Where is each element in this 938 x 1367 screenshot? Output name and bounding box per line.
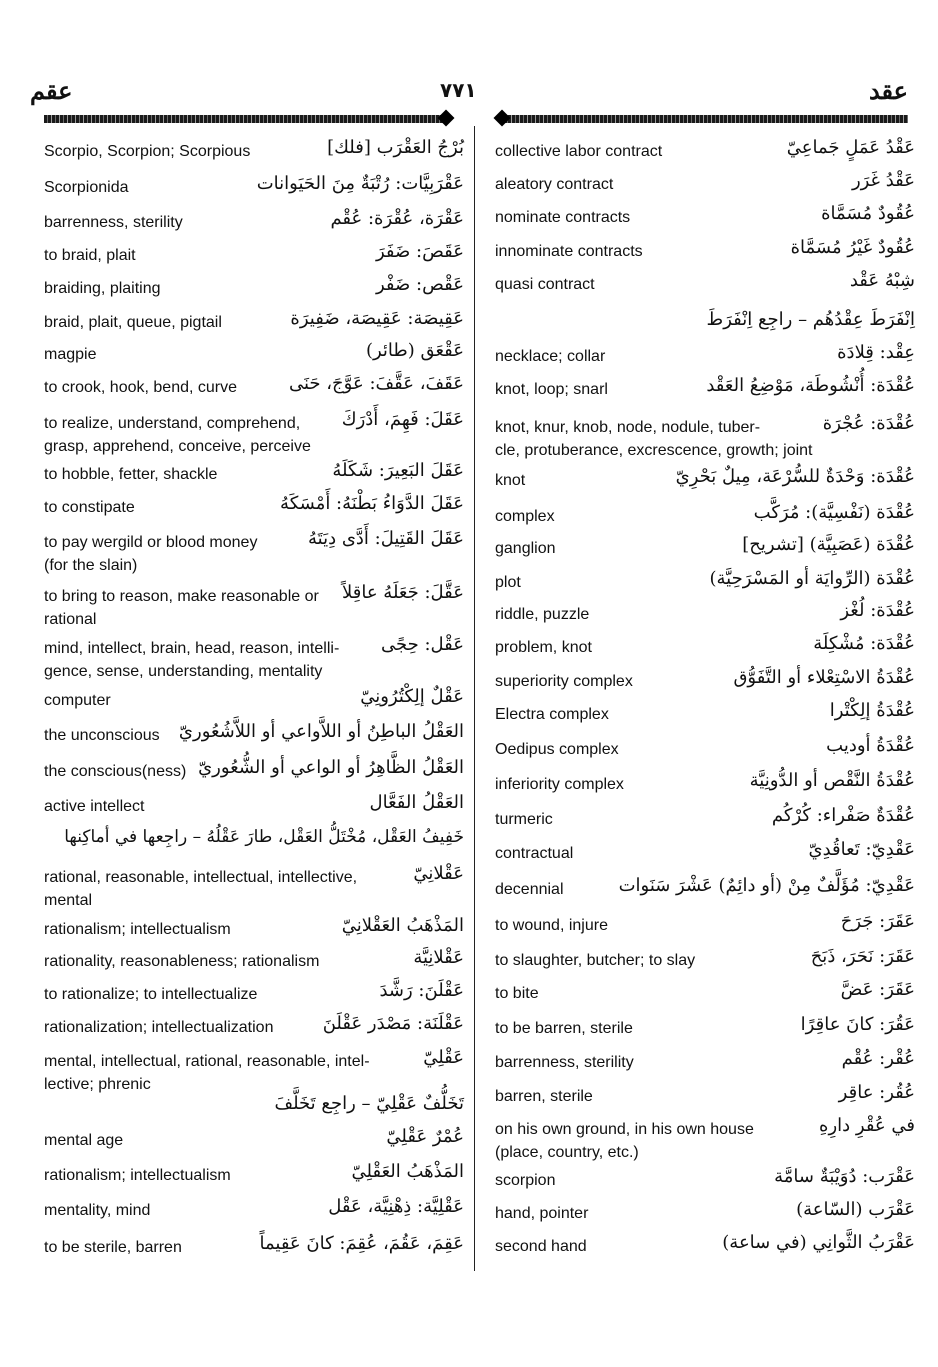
entry-english: to bite <box>495 985 539 1002</box>
entry-arabic: عُقُودٌ غَيْرُ مُسَمَّاة <box>787 236 915 259</box>
entry-arabic: عُقْر: عُقْم <box>838 1047 915 1070</box>
entry-english: barrenness, sterility <box>495 1054 634 1071</box>
entry-arabic: عَقُرَ: كانَ عاقِرًا <box>797 1013 915 1036</box>
entry-arabic: المَذْهَبُ العَقْلِيّ <box>348 1160 464 1183</box>
entry-arabic: عِقْد: قِلادَة <box>833 341 915 364</box>
entry-arabic: العَقْلُ الظَّاهِرُ أو الواعي أو الشُّعُوريّ <box>194 756 464 779</box>
entry-english: ganglion <box>495 540 556 557</box>
entry-english: to realize, understand, comprehend, grasp, apprehend, conceive, perceive <box>44 415 311 455</box>
entry-english: knot, knur, knob, node, nodule, tuber- cle, protuberance, excrescence, growth; joint <box>495 419 813 459</box>
column-divider <box>474 126 475 1271</box>
entry-english: computer <box>44 692 111 709</box>
entry-arabic: عَقْدُ غَرَر <box>848 169 915 192</box>
entry-arabic: عَقَرَ: جَرَحَ <box>837 910 915 933</box>
entry-arabic: عُقُر: عاقِر <box>835 1081 915 1104</box>
entry-arabic: عَقْلانِيّ <box>409 862 464 885</box>
entry-arabic: بُرْجُ العَقْرَب [فلك] <box>323 136 464 159</box>
entry-english: to hobble, fetter, shackle <box>44 466 218 483</box>
entry-english: Oedipus complex <box>495 741 619 758</box>
entry-english: to braid, plait <box>44 247 136 264</box>
entry-english: to crook, hook, bend, curve <box>44 379 237 396</box>
entry-english: to constipate <box>44 499 135 516</box>
entry-arabic: عَقْلِيّ <box>419 1046 464 1069</box>
page-number: ٧٧١ <box>440 78 477 102</box>
entry-arabic: عَقِمَ، عَقُمَ، عُقِمَ: كانَ عَقِيماً <box>256 1232 465 1255</box>
entry-english: nominate contracts <box>495 209 631 226</box>
entry-english: to be sterile, barren <box>44 1239 182 1256</box>
entry-arabic: عُقْدَة: وَحْدَةٌ للسُّرْعَة، مِيلٌ بَحْرِيّ <box>672 465 915 488</box>
entry-arabic: خَفِيفُ العَقْل، مُخْتَلُّ العَقْل، طارَ عَقْلُهُ – راجِعها في أماكِنها <box>60 826 464 849</box>
entry-arabic: عُقْدَة: أُنْشُوطَة، مَوْضِعُ العَقْد <box>702 374 915 397</box>
entry-english: Scorpio, Scorpion; Scorpious <box>44 143 251 160</box>
entry-english: aleatory contract <box>495 176 614 193</box>
entry-arabic: عَقْلِيَّة: ذِهْنِيَّة، عَقْل <box>324 1195 464 1218</box>
entry-english: barren, sterile <box>495 1088 593 1105</box>
entry-english: contractual <box>495 845 574 862</box>
entry-english: plot <box>495 574 521 591</box>
entry-english: rationality, reasonableness; rationalism <box>44 953 320 970</box>
entry-english: rationalism; intellectualism <box>44 921 231 938</box>
entry-english: necklace; collar <box>495 348 606 365</box>
entry-english: knot, loop; snarl <box>495 381 608 398</box>
entry-arabic: عَقْعَق (طائر) <box>362 339 464 362</box>
entry-arabic: عَقَرَ: عَضَّ <box>837 978 915 1001</box>
guide-word-right: عقد <box>868 76 908 105</box>
entry-english: to pay wergild or blood money (for the slain) <box>44 534 258 574</box>
entry-arabic: اِنْفَرَطَ عِقْدُهُم – راجِع اِنْفَرَطَ <box>703 308 915 331</box>
entry-arabic: عَقْدُ عَمَلٍ جَماعِيّ <box>783 136 915 159</box>
entry-arabic: عُقْدَة (الرِّوايَة أو المَسْرَحِيَّة) <box>706 567 916 590</box>
entry-arabic: عَقْرَبُ الثَّوانِي (في ساعة) <box>718 1231 915 1254</box>
entry-english: the conscious(ness) <box>44 763 187 780</box>
entry-english: barrenness, sterility <box>44 214 183 231</box>
entry-arabic: عُقْدَة: لُغْز <box>836 599 915 622</box>
entry-english: braid, plait, queue, pigtail <box>44 314 222 331</box>
entry-english: to be barren, sterile <box>495 1020 633 1037</box>
entry-arabic: العَقْلُ الباطِنُ أو اللاَّواعي أو اللاَّشُعُوريّ <box>175 720 464 743</box>
entry-english: second hand <box>495 1238 587 1255</box>
entry-arabic: عُقُودٌ مُسَمَّاة <box>817 202 915 225</box>
entry-english: hand, pointer <box>495 1205 589 1222</box>
entry-arabic: عَقَلَ البَعِيرَ: شَكَلَهُ <box>328 459 464 482</box>
entry-english: rational, reasonable, intellectual, intellective, mental <box>44 869 358 909</box>
entry-english: knot <box>495 472 526 489</box>
entry-english: rationalism; intellectualism <box>44 1167 231 1184</box>
guide-word-left: عقم <box>30 76 73 105</box>
entry-english: turmeric <box>495 811 553 828</box>
entry-arabic: عَقْلَنَ: رَشَّدَ <box>375 979 464 1002</box>
entry-arabic: العَقْلُ الفَعَّال <box>366 791 464 814</box>
entry-arabic: عُقْدَة (نَفْسِيَّة): مُرَكَّب <box>750 501 915 524</box>
entry-arabic: عُقْدَة (عَصَبِيَّة) [تشريح] <box>738 533 915 556</box>
entry-arabic: عَقَرَ: نَحَرَ، ذَبَحَ <box>807 945 915 968</box>
entry-arabic: عَقِيصَة: عَقِيصَة، ضَفِيرَة <box>286 307 464 330</box>
entry-arabic: عَقْل: حِجًى <box>377 633 464 656</box>
entry-english: Scorpionida <box>44 179 129 196</box>
entry-arabic: المَذْهَبُ العَقْلانِيّ <box>338 914 464 937</box>
entry-english: scorpion <box>495 1172 556 1189</box>
entry-arabic: عَقْرَب: دُوَيْبَةٌ سامَّة <box>770 1165 915 1188</box>
entry-arabic: عَقْلَنَة: مَصْدَر عَقْلَنَ <box>319 1012 464 1035</box>
right-column <box>495 0 915 1367</box>
entry-arabic: عُقْدَةٌ صَفْراء: كُرْكُم <box>768 804 915 827</box>
entry-arabic: عُقْدَةُ النَّقْص أو الدُّونِيَّة <box>746 769 915 792</box>
entry-english: quasi contract <box>495 276 595 293</box>
entry-english: collective labor contract <box>495 143 663 160</box>
entry-english: to slaughter, butcher; to slay <box>495 952 696 969</box>
entry-english: active intellect <box>44 798 145 815</box>
entry-english: mind, intellect, brain, head, reason, intelli- gence, sense, understanding, mentality <box>44 640 340 680</box>
entry-arabic: عَقْدِيّ: مُؤَلَّفٌ مِنْ (أو دائِمٌ) عَشْرَ سَنَوات <box>615 874 915 897</box>
entry-arabic: عَقْرَب (السّاعة) <box>792 1198 915 1221</box>
entry-arabic: عَقَلَ القَتِيلَ: أَدَّى دِيَتَهُ <box>304 527 464 550</box>
entry-english: to bring to reason, make reasonable or rational <box>44 588 319 628</box>
entry-english: rationalization; intellectualization <box>44 1019 274 1036</box>
entry-arabic: عُقْدَةُ إلِكْتْرا <box>826 699 915 722</box>
entry-arabic: عَقْرَة، عُقْرَة: عُقْم <box>326 207 464 230</box>
entry-arabic: عَقَصَ: ضَفَرَ <box>372 240 464 263</box>
left-column <box>44 0 464 1367</box>
entry-english: magpie <box>44 346 97 363</box>
entry-arabic: عُقْدَةُ أوديب <box>822 734 915 757</box>
entry-arabic: عَقَلَ: فَهِمَ، أَدْرَكَ <box>338 408 464 431</box>
entry-english: decennial <box>495 881 564 898</box>
entry-arabic: عُقْدَةُ الاسْتِعْلاء أو التَّفَوُّق <box>729 666 915 689</box>
entry-arabic: عَقَلَ الدَّوَاءُ بَطْنَهُ: أَمْسَكَهُ <box>276 492 464 515</box>
entry-english: inferiority complex <box>495 776 624 793</box>
entry-english: Electra complex <box>495 706 609 723</box>
entry-arabic: عَقْص: ضَفْر <box>372 273 464 296</box>
entry-arabic: في عُقْرِ دارِهِ <box>815 1114 915 1137</box>
entry-english: innominate contracts <box>495 243 643 260</box>
entry-arabic: عَقْرَبِيَّات: رُتْبَةٌ مِنَ الحَيَوانات <box>253 172 464 195</box>
entry-english: to rationalize; to intellectualize <box>44 986 258 1003</box>
entry-english: problem, knot <box>495 639 592 656</box>
entry-english: mental age <box>44 1132 124 1149</box>
entry-arabic: عَقْلانِيَّة <box>409 946 464 969</box>
entry-english: riddle, puzzle <box>495 606 590 623</box>
entry-english: braiding, plaiting <box>44 280 161 297</box>
entry-arabic: عَقَّلَ: جَعَلَهُ عاقِلاً <box>338 581 464 604</box>
entry-english: complex <box>495 508 555 525</box>
entry-arabic: عَقَفَ، عَقَّفَ: عَوَّجَ، حَنَى <box>285 372 464 395</box>
entry-english: mental, intellectual, rational, reasonable, intel- lective; phrenic <box>44 1053 370 1093</box>
entry-english: on his own ground, in his own house (place, country, etc.) <box>495 1121 754 1161</box>
entry-arabic: تَخَلُّفٌ عَقْلِيّ – راجِع تَخَلَّفَ <box>270 1092 464 1115</box>
entry-english: to wound, injure <box>495 917 608 934</box>
entry-english: mentality, mind <box>44 1202 151 1219</box>
entry-arabic: عُقْدَة: عُجْرَة <box>819 412 915 435</box>
entry-english: the unconscious <box>44 727 160 744</box>
entry-arabic: عُقْدَة: مُشْكِلَة <box>809 632 915 655</box>
entry-arabic: عَقْدِيّ: تَعاقُدِيّ <box>805 838 916 861</box>
entry-english: superiority complex <box>495 673 633 690</box>
entry-arabic: عَقْلٌ إلِكْتُرُونِيّ <box>356 685 464 708</box>
entry-arabic: شِبْهُ عَقْد <box>846 269 915 292</box>
entry-arabic: عُمْرٌ عَقْلِيّ <box>382 1125 464 1148</box>
